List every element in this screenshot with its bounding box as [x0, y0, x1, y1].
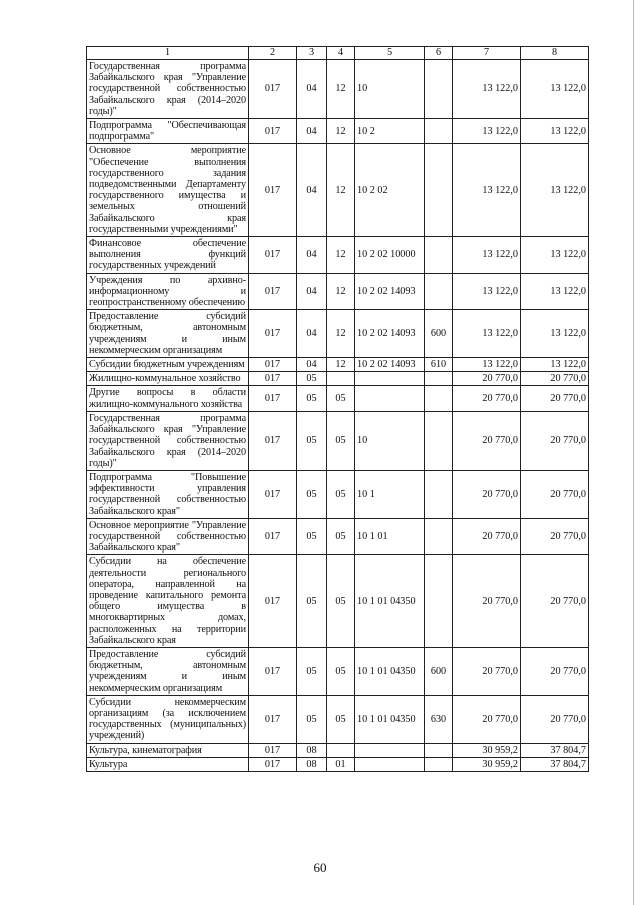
cell-amount-year-1: 20 770,0 [453, 386, 521, 411]
cell-ministry-code: 017 [249, 237, 297, 274]
column-header-8: 8 [521, 47, 589, 60]
cell-section: 08 [297, 743, 327, 757]
row-name: Учреждения по архивно-информационному и геопространственному обеспечению [87, 273, 249, 310]
row-name: Государственная программа Забайкальского края "Управление государственной собственностью Забайкальского края (2014–2020 годы)" [87, 411, 249, 470]
cell-section: 04 [297, 237, 327, 274]
header-row [87, 47, 589, 60]
cell-target-article: 10 1 01 [355, 518, 425, 555]
cell-subsection: 05 [327, 411, 355, 470]
cell-expense-type [425, 411, 453, 470]
cell-ministry-code: 017 [249, 470, 297, 518]
cell-amount-year-2: 20 770,0 [521, 470, 589, 518]
table-row [87, 743, 589, 757]
cell-section: 04 [297, 60, 327, 119]
cell-ministry-code: 017 [249, 119, 297, 144]
cell-amount-year-2: 13 122,0 [521, 273, 589, 310]
row-name: Предоставление субсидий бюджетным, автономным учреждениям и иным некоммерческим организациям [87, 647, 249, 695]
cell-section: 05 [297, 386, 327, 411]
table-row [87, 470, 589, 518]
row-name: Жилищно-коммунальное хозяйство [87, 372, 249, 386]
cell-section: 05 [297, 372, 327, 386]
cell-expense-type [425, 518, 453, 555]
column-header-7: 7 [453, 47, 521, 60]
cell-target-article: 10 2 02 10000 [355, 237, 425, 274]
table-row [87, 695, 589, 743]
cell-subsection: 12 [327, 60, 355, 119]
cell-section: 05 [297, 695, 327, 743]
cell-expense-type [425, 743, 453, 757]
cell-target-article: 10 2 02 14093 [355, 310, 425, 358]
cell-amount-year-2: 20 770,0 [521, 411, 589, 470]
cell-expense-type [425, 470, 453, 518]
table-row [87, 647, 589, 695]
cell-target-article: 10 2 02 14093 [355, 358, 425, 372]
cell-section: 05 [297, 555, 327, 648]
cell-ministry-code: 017 [249, 555, 297, 648]
table-row [87, 144, 589, 237]
cell-expense-type [425, 273, 453, 310]
cell-target-article: 10 2 [355, 119, 425, 144]
cell-target-article: 10 2 02 [355, 144, 425, 237]
cell-section: 04 [297, 144, 327, 237]
cell-section: 04 [297, 358, 327, 372]
cell-expense-type: 610 [425, 358, 453, 372]
table-row [87, 310, 589, 358]
table-row [87, 273, 589, 310]
table-row [87, 119, 589, 144]
cell-subsection: 01 [327, 757, 355, 771]
column-header-5: 5 [355, 47, 425, 60]
cell-expense-type: 630 [425, 695, 453, 743]
table-row [87, 386, 589, 411]
cell-ministry-code: 017 [249, 647, 297, 695]
cell-amount-year-2: 20 770,0 [521, 372, 589, 386]
cell-amount-year-2: 37 804,7 [521, 757, 589, 771]
cell-expense-type [425, 119, 453, 144]
cell-subsection: 12 [327, 144, 355, 237]
cell-amount-year-1: 20 770,0 [453, 695, 521, 743]
cell-amount-year-2: 13 122,0 [521, 119, 589, 144]
cell-ministry-code: 017 [249, 411, 297, 470]
cell-target-article: 10 1 01 04350 [355, 647, 425, 695]
cell-subsection: 05 [327, 386, 355, 411]
row-name: Подпрограмма "Обеспечивающая подпрограмма" [87, 119, 249, 144]
cell-expense-type [425, 60, 453, 119]
cell-target-article: 10 [355, 60, 425, 119]
cell-ministry-code: 017 [249, 695, 297, 743]
cell-section: 04 [297, 273, 327, 310]
cell-ministry-code: 017 [249, 358, 297, 372]
cell-ministry-code: 017 [249, 310, 297, 358]
cell-target-article: 10 1 01 04350 [355, 695, 425, 743]
cell-subsection: 12 [327, 358, 355, 372]
budget-table [86, 46, 589, 772]
cell-amount-year-2: 20 770,0 [521, 647, 589, 695]
cell-expense-type [425, 757, 453, 771]
cell-expense-type: 600 [425, 647, 453, 695]
cell-section: 05 [297, 411, 327, 470]
row-name: Подпрограмма "Повышение эффективности управления государственной собственностью Забайкальского края" [87, 470, 249, 518]
table-row [87, 555, 589, 648]
cell-target-article: 10 2 02 14093 [355, 273, 425, 310]
table-body [87, 60, 589, 772]
cell-ministry-code: 017 [249, 144, 297, 237]
cell-expense-type: 600 [425, 310, 453, 358]
cell-amount-year-1: 13 122,0 [453, 60, 521, 119]
cell-amount-year-1: 13 122,0 [453, 119, 521, 144]
cell-expense-type [425, 555, 453, 648]
cell-amount-year-1: 30 959,2 [453, 757, 521, 771]
row-name: Предоставление субсидий бюджетным, автономным учреждениям и иным некоммерческим организациям [87, 310, 249, 358]
cell-subsection: 12 [327, 119, 355, 144]
row-name: Основное мероприятие "Обеспечение выполнения государственного задания подведомственными Департаменту государственного имущества и земельных отношений Забайкальского края государственными учреждениями" [87, 144, 249, 237]
cell-amount-year-1: 20 770,0 [453, 411, 521, 470]
column-header-3: 3 [297, 47, 327, 60]
row-name: Субсидии бюджетным учреждениям [87, 358, 249, 372]
column-header-1: 1 [87, 47, 249, 60]
cell-amount-year-1: 20 770,0 [453, 470, 521, 518]
cell-target-article [355, 372, 425, 386]
cell-expense-type [425, 237, 453, 274]
cell-subsection: 05 [327, 695, 355, 743]
cell-subsection: 05 [327, 470, 355, 518]
column-header-2: 2 [249, 47, 297, 60]
cell-section: 05 [297, 647, 327, 695]
cell-amount-year-2: 13 122,0 [521, 237, 589, 274]
cell-subsection [327, 743, 355, 757]
cell-amount-year-2: 20 770,0 [521, 695, 589, 743]
table-row [87, 518, 589, 555]
cell-amount-year-2: 13 122,0 [521, 358, 589, 372]
cell-section: 04 [297, 119, 327, 144]
row-name: Основное мероприятие "Управление государственной собственностью Забайкальского края" [87, 518, 249, 555]
cell-section: 04 [297, 310, 327, 358]
column-header-6: 6 [425, 47, 453, 60]
cell-subsection: 05 [327, 555, 355, 648]
row-name: Культура, кинематография [87, 743, 249, 757]
cell-amount-year-1: 20 770,0 [453, 372, 521, 386]
row-name: Другие вопросы в области жилищно-коммунального хозяйства [87, 386, 249, 411]
cell-amount-year-1: 13 122,0 [453, 144, 521, 237]
cell-amount-year-1: 30 959,2 [453, 743, 521, 757]
cell-amount-year-2: 20 770,0 [521, 555, 589, 648]
cell-ministry-code: 017 [249, 518, 297, 555]
table-row [87, 60, 589, 119]
cell-ministry-code: 017 [249, 757, 297, 771]
cell-subsection: 05 [327, 647, 355, 695]
cell-ministry-code: 017 [249, 743, 297, 757]
cell-subsection: 05 [327, 518, 355, 555]
cell-amount-year-2: 20 770,0 [521, 518, 589, 555]
column-header-4: 4 [327, 47, 355, 60]
cell-target-article: 10 1 01 04350 [355, 555, 425, 648]
cell-amount-year-1: 20 770,0 [453, 518, 521, 555]
cell-expense-type [425, 372, 453, 386]
table-row [87, 411, 589, 470]
cell-section: 08 [297, 757, 327, 771]
page-edge-line [633, 0, 634, 905]
cell-target-article [355, 757, 425, 771]
cell-amount-year-2: 13 122,0 [521, 144, 589, 237]
row-name: Субсидии некоммерческим организациям (за исключением государственных (муниципальных) учреждений) [87, 695, 249, 743]
cell-amount-year-1: 13 122,0 [453, 310, 521, 358]
cell-ministry-code: 017 [249, 60, 297, 119]
cell-target-article: 10 1 [355, 470, 425, 518]
cell-subsection: 12 [327, 310, 355, 358]
cell-amount-year-2: 37 804,7 [521, 743, 589, 757]
cell-amount-year-1: 20 770,0 [453, 555, 521, 648]
table-row [87, 372, 589, 386]
table-row [87, 237, 589, 274]
cell-ministry-code: 017 [249, 372, 297, 386]
cell-target-article [355, 386, 425, 411]
cell-amount-year-2: 13 122,0 [521, 310, 589, 358]
cell-amount-year-1: 13 122,0 [453, 237, 521, 274]
row-name: Культура [87, 757, 249, 771]
cell-amount-year-1: 13 122,0 [453, 358, 521, 372]
cell-subsection: 12 [327, 273, 355, 310]
cell-subsection: 12 [327, 237, 355, 274]
cell-ministry-code: 017 [249, 386, 297, 411]
cell-ministry-code: 017 [249, 273, 297, 310]
cell-amount-year-1: 20 770,0 [453, 647, 521, 695]
row-name: Государственная программа Забайкальского края "Управление государственной собственностью Забайкальского края (2014–2020 годы)" [87, 60, 249, 119]
row-name: Субсидии на обеспечение деятельности регионального оператора, направленной на проведение капитального ремонта общего имущества в многоквартирных домах, расположенных на территории Забайкальского края [87, 555, 249, 648]
page-number: 60 [313, 860, 327, 875]
cell-amount-year-2: 20 770,0 [521, 386, 589, 411]
row-name: Финансовое обеспечение выполнения функций государственных учреждений [87, 237, 249, 274]
cell-amount-year-2: 13 122,0 [521, 60, 589, 119]
cell-amount-year-1: 13 122,0 [453, 273, 521, 310]
table-row [87, 358, 589, 372]
cell-expense-type [425, 386, 453, 411]
cell-section: 05 [297, 518, 327, 555]
table-row [87, 757, 589, 771]
cell-section: 05 [297, 470, 327, 518]
cell-target-article [355, 743, 425, 757]
cell-target-article: 10 [355, 411, 425, 470]
cell-expense-type [425, 144, 453, 237]
cell-subsection [327, 372, 355, 386]
